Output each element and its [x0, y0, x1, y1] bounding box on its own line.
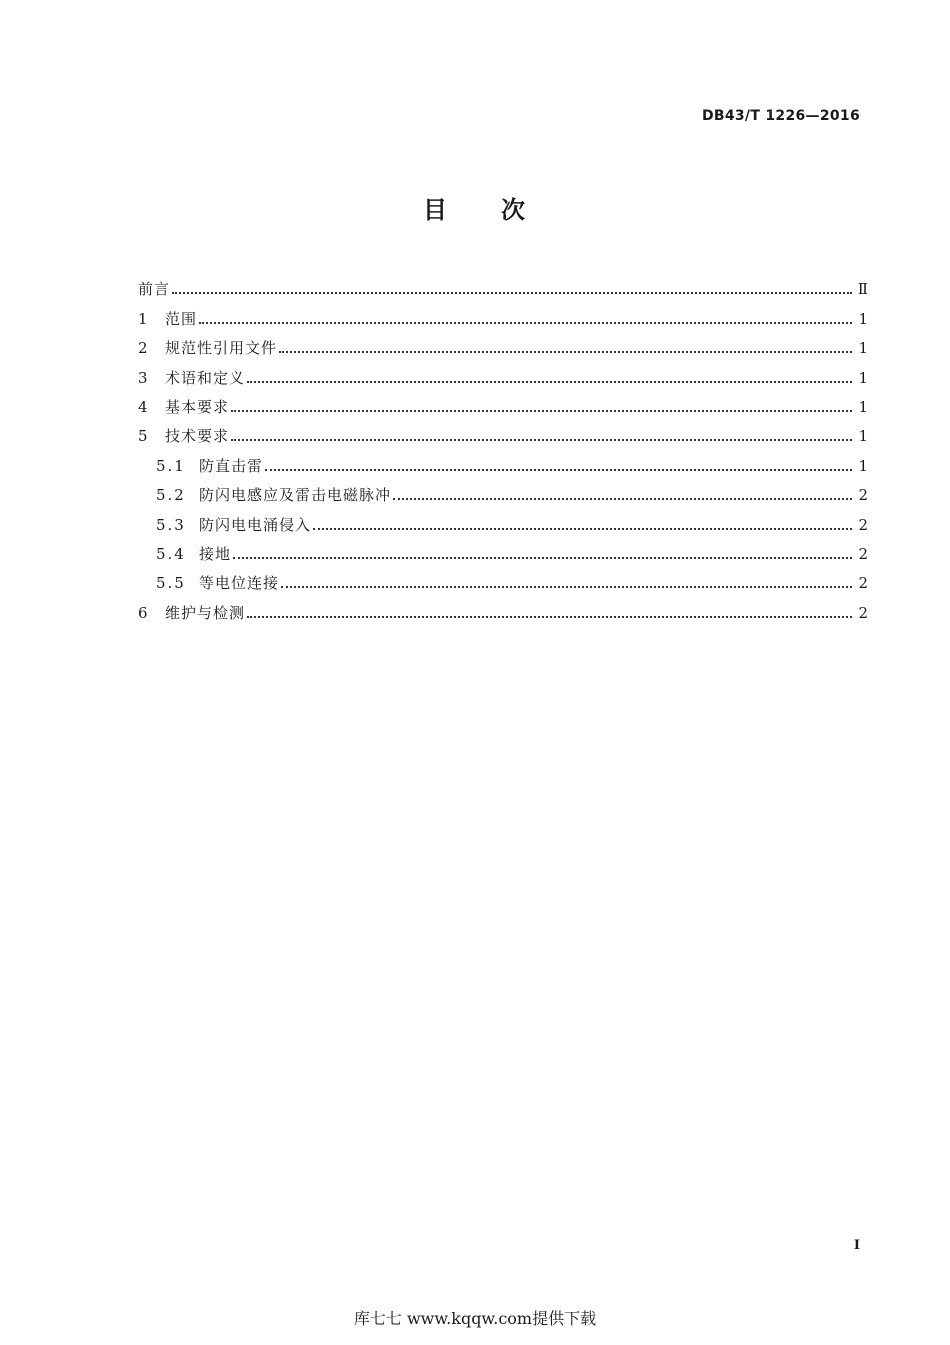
download-source-note: 库七七 www.kqqw.com提供下载	[353, 1309, 597, 1328]
toc-entry-technical-requirements[interactable]	[138, 419, 868, 448]
toc-leader-dots	[313, 528, 852, 530]
toc-entry-page: 2	[858, 574, 868, 593]
toc-entry-label: 范围	[165, 309, 198, 328]
toc-entry-label: 防闪电感应及雷击电磁脉冲	[199, 486, 392, 505]
toc-entry-page: Ⅱ	[857, 280, 868, 299]
toc-entry-number: 1	[138, 309, 148, 328]
toc-entry-scope[interactable]	[138, 301, 868, 330]
table-of-contents	[138, 272, 868, 625]
toc-leader-dots	[172, 292, 852, 294]
page-title	[0, 190, 950, 225]
toc-entry-page: 2	[858, 544, 868, 563]
toc-entry-number: 5.1	[156, 456, 186, 475]
toc-entry-page: 1	[858, 309, 868, 328]
toc-leader-dots	[393, 498, 852, 500]
toc-entry-number: 5	[138, 427, 148, 446]
toc-entry-page: 2	[858, 515, 868, 534]
toc-entry-label: 规范性引用文件	[165, 339, 278, 358]
toc-leader-dots	[231, 410, 852, 412]
toc-entry-label: 等电位连接	[199, 574, 280, 593]
toc-entry-page: 1	[858, 339, 868, 358]
toc-entry-number: 2	[138, 339, 148, 358]
toc-entry-page: 1	[858, 368, 868, 387]
toc-leader-dots	[281, 586, 852, 588]
toc-entry-grounding[interactable]	[138, 537, 868, 566]
toc-entry-label: 前言	[138, 280, 171, 299]
toc-entry-page: 1	[858, 397, 868, 416]
toc-entry-label: 术语和定义	[165, 368, 246, 387]
toc-entry-number: 3	[138, 368, 148, 387]
toc-leader-dots	[247, 381, 852, 383]
toc-entry-label: 防直击雷	[199, 456, 264, 475]
toc-entry-foreword[interactable]	[138, 272, 868, 301]
toc-entry-terms-definitions[interactable]	[138, 360, 868, 389]
toc-entry-label: 接地	[199, 544, 232, 563]
page-title-part1: 目	[423, 196, 449, 224]
toc-entry-number: 4	[138, 397, 148, 416]
toc-entry-direct-lightning[interactable]	[138, 448, 868, 477]
toc-entry-induction-lemp[interactable]	[138, 478, 868, 507]
toc-entry-normative-references[interactable]	[138, 331, 868, 360]
toc-entry-page: 1	[858, 427, 868, 446]
page-title-part2: 次	[501, 196, 527, 224]
toc-entry-equipotential-bonding[interactable]	[138, 566, 868, 595]
toc-entry-maintenance-inspection[interactable]	[138, 595, 868, 624]
standard-code: DB43/T 1226—2016	[701, 108, 860, 124]
toc-leader-dots	[279, 351, 852, 353]
toc-entry-page: 2	[858, 486, 868, 505]
page-number: I	[853, 1238, 860, 1253]
toc-entry-label: 技术要求	[165, 427, 230, 446]
toc-entry-label: 基本要求	[165, 397, 230, 416]
toc-entry-label: 维护与检测	[165, 603, 246, 622]
toc-entry-number: 6	[138, 603, 148, 622]
toc-entry-number: 5.2	[156, 486, 186, 505]
toc-leader-dots	[233, 557, 852, 559]
toc-entry-surge-intrusion[interactable]	[138, 507, 868, 536]
toc-leader-dots	[247, 616, 852, 618]
toc-entry-number: 5.4	[156, 544, 186, 563]
toc-entry-number: 5.5	[156, 574, 186, 593]
toc-entry-basic-requirements[interactable]	[138, 390, 868, 419]
toc-entry-page: 2	[858, 603, 868, 622]
toc-leader-dots	[265, 469, 852, 471]
toc-entry-number: 5.3	[156, 515, 186, 534]
toc-entry-label: 防闪电电涌侵入	[199, 515, 312, 534]
toc-leader-dots	[231, 439, 852, 441]
toc-leader-dots	[199, 322, 852, 324]
toc-entry-page: 1	[858, 456, 868, 475]
